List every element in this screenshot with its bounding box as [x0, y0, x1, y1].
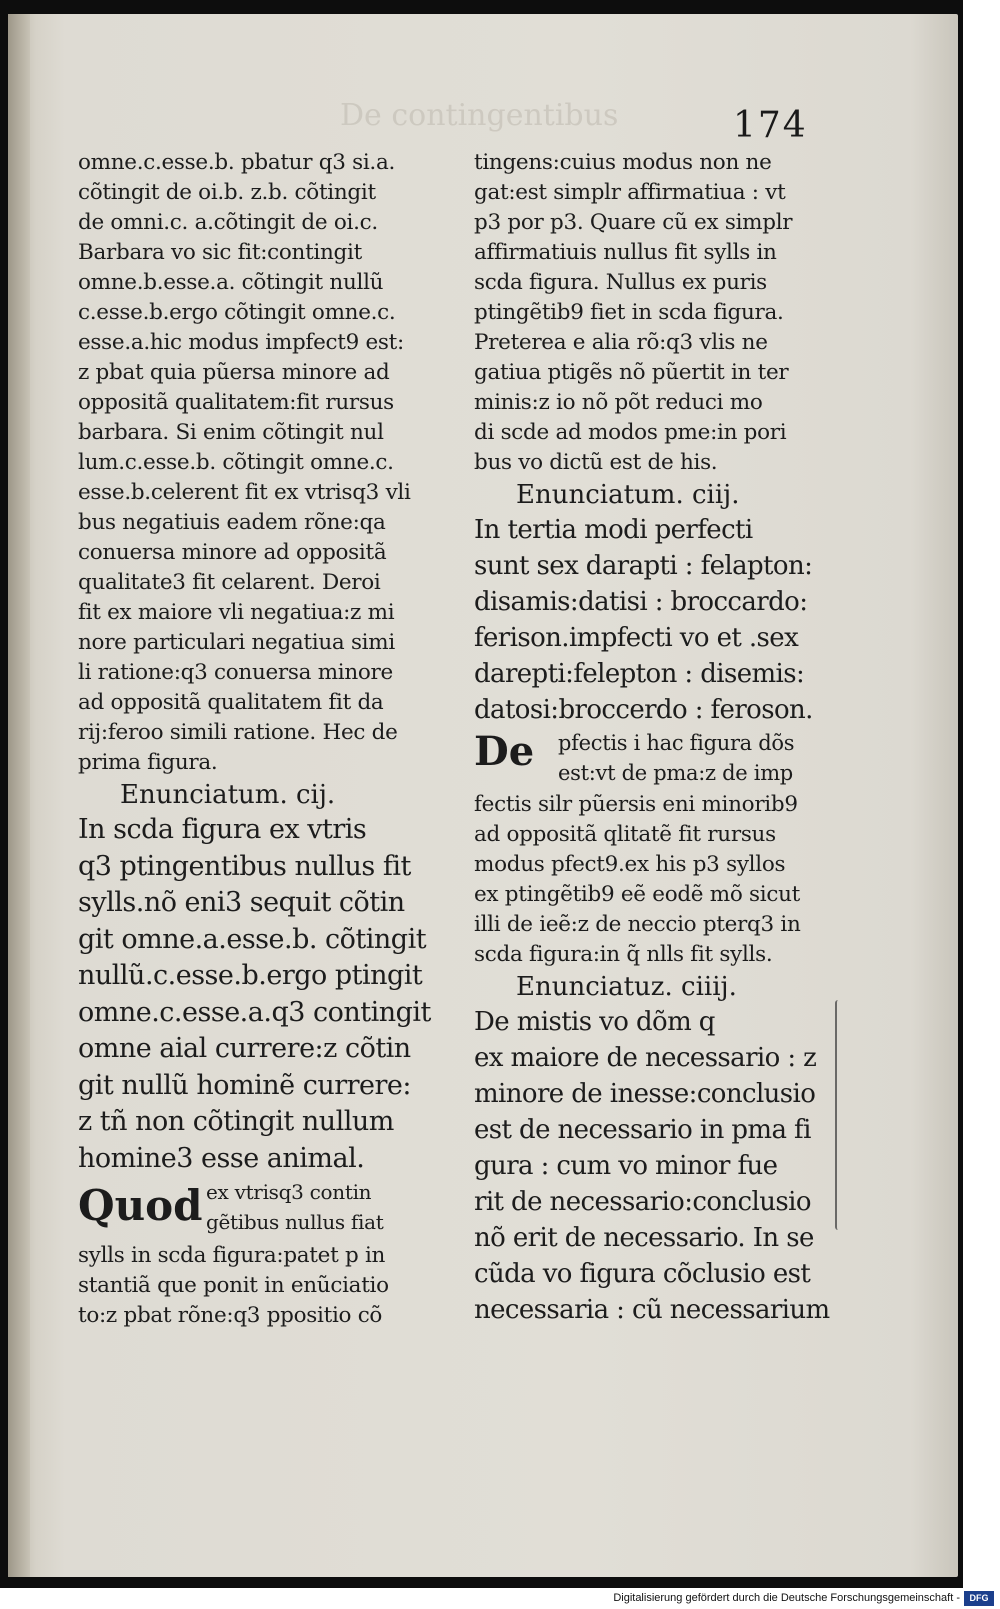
- quod-initial: Quod: [78, 1181, 203, 1230]
- text-line: gat:est simplr affirmatiua : vt: [474, 180, 786, 205]
- text-line: p3 por p3. Quare cũ ex simplr: [474, 210, 793, 235]
- text-line: nullũ.c.esse.b.ergo ptingit: [78, 960, 423, 991]
- text-line: de omni.c. a.cõtingit de oi.c.: [78, 210, 378, 235]
- text-line: di scde ad modos pme:in pori: [474, 420, 787, 445]
- text-line: gatiua ptigẽs nõ pũertit in ter: [474, 360, 789, 385]
- text-line: z pbat quia pũersa minore ad: [78, 360, 390, 385]
- text-line: lum.c.esse.b. cõtingit omne.c.: [78, 450, 394, 475]
- right-heading-enunciatum-1: Enunciatum. ciij.: [516, 480, 740, 510]
- text-line: nõ erit de necessario. In se: [474, 1223, 814, 1253]
- text-line: rij:feroo simili ratione. Hec de: [78, 720, 398, 745]
- text-line: disamis:datisi : broccardo:: [474, 587, 808, 617]
- text-line: omne.b.esse.a. cõtingit nullũ: [78, 270, 384, 295]
- left-column: [78, 148, 450, 1331]
- text-line: scda figura:in q̃ nlls fit sylls.: [474, 942, 773, 967]
- text-line: Barbara vo sic fit:contingit: [78, 240, 362, 265]
- quod-line-2: gẽtibus nullus fiat: [206, 1210, 384, 1234]
- right-paragraph-top: [474, 148, 844, 478]
- text-line: nore particulari negatiua simi: [78, 630, 395, 655]
- right-paragraph-mid: [474, 790, 844, 970]
- text-line: darepti:felepton : disemis:: [474, 659, 805, 689]
- text-line: barbara. Si enim cõtingit nul: [78, 420, 384, 445]
- text-line: omne aial currere:z cõtin: [78, 1033, 411, 1064]
- text-line: ad oppositã qualitatem fit da: [78, 690, 384, 715]
- text-line: z tñ non cõtingit nullum: [78, 1106, 394, 1137]
- left-paragraph-bottom: [78, 1241, 450, 1331]
- right-paragraph-big: [474, 512, 844, 728]
- text-line: ptingẽtib9 fiet in scda figura.: [474, 300, 784, 325]
- text-line: cũda vo figura cõclusio est: [474, 1259, 811, 1289]
- text-line: ex maiore de necessario : z: [474, 1043, 817, 1073]
- text-line: minore de inesse:conclusio: [474, 1079, 816, 1109]
- text-line: affirmatiuis nullus fit sylls in: [474, 240, 777, 265]
- text-line: ex ptingẽtib9 eẽ eodẽ mõ sicut: [474, 882, 800, 907]
- text-line: In tertia modi perfecti: [474, 515, 753, 545]
- left-heading-enunciatum: Enunciatum. cij.: [120, 780, 336, 810]
- right-column: [474, 148, 844, 1328]
- page-number: 174: [733, 105, 808, 146]
- text-line: fit ex maiore vli negatiua:z mi: [78, 600, 395, 625]
- text-line: datosi:broccerdo : feroson.: [474, 695, 813, 725]
- digitization-credit: Digitalisierung gefördert durch die Deutsche Forschungsgemeinschaft -: [613, 1592, 960, 1604]
- text-line: esse.b.celerent fit ex vtrisq3 vli: [78, 480, 411, 505]
- text-line: conuersa minore ad oppositã: [78, 540, 387, 565]
- text-line: fectis silr pũersis eni minorib9: [474, 792, 798, 817]
- dfg-logo-badge: DFG: [964, 1591, 994, 1606]
- text-line: oppositã qualitatem:fit rursus: [78, 390, 394, 415]
- bleed-through-header: De contingentibus: [340, 98, 619, 133]
- text-line: bus negatiuis eadem rõne:qa: [78, 510, 386, 535]
- text-line: to:z pbat rõne:q3 ppositio cõ: [78, 1303, 383, 1328]
- text-line: homine3 esse animal.: [78, 1142, 365, 1174]
- text-line: minis:z io nõ põt reduci mo: [474, 390, 763, 415]
- text-line: scda figura. Nullus ex puris: [474, 270, 767, 295]
- left-paragraph-top: [78, 148, 450, 778]
- right-paragraph-big-2: [474, 1004, 844, 1328]
- page-gutter-shadow: [8, 14, 30, 1577]
- right-de-paragraph: [474, 728, 844, 790]
- text-line: gura : cum vo minor fue: [474, 1151, 778, 1181]
- de-line-2: est:vt de pma:z de imp: [558, 761, 793, 785]
- text-line: rit de necessario:conclusio: [474, 1187, 811, 1217]
- text-line: prima figura.: [78, 750, 218, 775]
- text-line: git nullũ hominẽ currere:: [78, 1069, 411, 1101]
- text-line: esse.a.hic modus impfect9 est:: [78, 330, 404, 355]
- text-line: stantiã que ponit in enũciatio: [78, 1273, 389, 1298]
- text-line: est de necessario in pma fi: [474, 1115, 811, 1145]
- text-line: li ratione:q3 conuersa minore: [78, 660, 393, 685]
- text-line: sunt sex darapti : felapton:: [474, 551, 813, 581]
- text-line: tingens:cuius modus non ne: [474, 150, 772, 175]
- text-line: omne.c.esse.b. pbatur q3 si.a.: [78, 150, 396, 175]
- text-line: In scda figura ex vtris: [78, 814, 367, 845]
- text-line: omne.c.esse.a.q3 contingit: [78, 996, 431, 1028]
- left-quod-paragraph: [78, 1177, 450, 1241]
- text-line: modus pfect9.ex his p3 syllos: [474, 852, 786, 877]
- text-line: sylls.nõ eni3 sequit cõtin: [78, 887, 405, 918]
- text-line: illi de ieẽ:z de neccio pterq3 in: [474, 912, 801, 937]
- left-paragraph-big: [78, 812, 450, 1177]
- text-line: git omne.a.esse.b. cõtingit: [78, 923, 427, 955]
- text-line: necessaria : cũ necessarium: [474, 1295, 830, 1325]
- text-line: ferison.impfecti vo et .sex: [474, 623, 799, 653]
- text-line: qualitate3 fit celarent. Deroi: [78, 570, 381, 595]
- text-line: sylls in scda figura:patet p in: [78, 1243, 386, 1268]
- de-initial: De: [474, 728, 535, 775]
- text-line: Preterea e alia rõ:q3 vlis ne: [474, 330, 768, 355]
- text-line: bus vo dictũ est de his.: [474, 450, 718, 475]
- text-line: q3 ptingentibus nullus fit: [78, 850, 411, 882]
- quod-line-1: ex vtrisq3 contin: [206, 1180, 372, 1204]
- de-line-1: pfectis i hac figura dõs: [558, 731, 795, 755]
- text-line: cõtingit de oi.b. z.b. cõtingit: [78, 180, 376, 205]
- text-line: ad oppositã qlitatẽ fit rursus: [474, 822, 776, 847]
- text-line: c.esse.b.ergo cõtingit omne.c.: [78, 300, 396, 325]
- right-heading-enunciatum-2: Enunciatuz. ciiij.: [516, 972, 737, 1002]
- text-line: De mistis vo dõm q: [474, 1007, 715, 1037]
